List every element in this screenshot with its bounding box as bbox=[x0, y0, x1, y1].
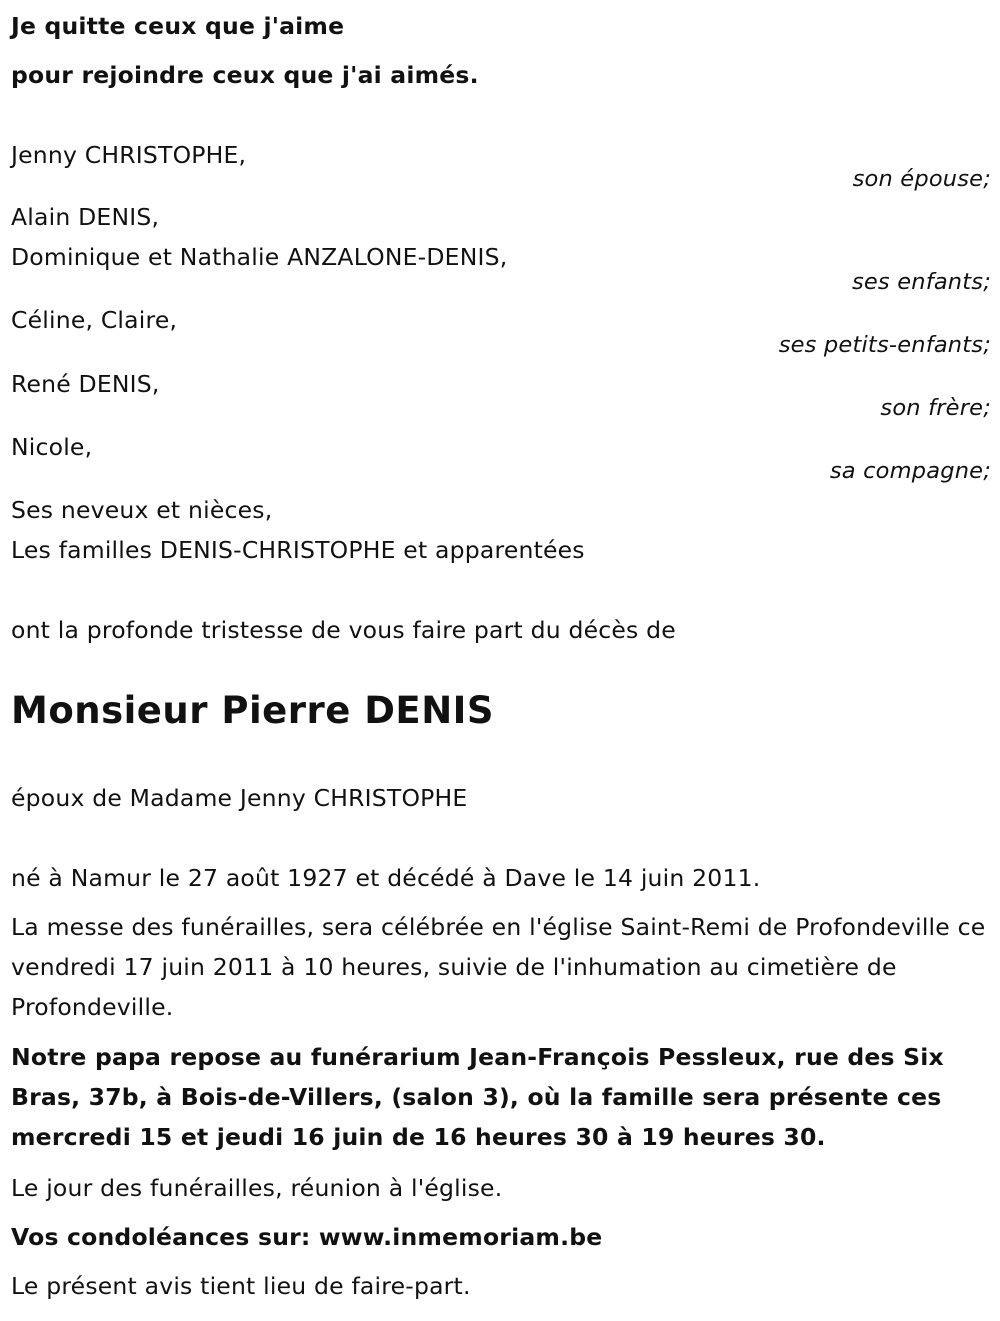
family-role: ses petits-enfants; bbox=[778, 332, 991, 358]
condolences: Vos condoléances sur: www.inmemoriam.be bbox=[11, 1223, 603, 1251]
spouse-line: époux de Madame Jenny CHRISTOPHE bbox=[11, 784, 468, 812]
others-line-2: Les familles DENIS-CHRISTOPHE et apparentées bbox=[11, 536, 585, 564]
deceased-name: Monsieur Pierre DENIS bbox=[11, 689, 495, 732]
funeral-mass: La messe des funérailles, sera célébrée en l'église Saint-Remi de Profondeville ce vendredi 17 juin 2011 à 10 heures, suivie de l'inhumation au cimetière de Profondeville. bbox=[11, 913, 986, 1021]
family-role: son frère; bbox=[880, 395, 991, 421]
birth-death: né à Namur le 27 août 1927 et décédé à Dave le 14 juin 2011. bbox=[11, 864, 761, 892]
notice-text: Le présent avis tient lieu de faire-part. bbox=[11, 1272, 471, 1300]
family-role: son épouse; bbox=[852, 166, 991, 192]
meeting-info: Le jour des funérailles, réunion à l'église. bbox=[11, 1174, 503, 1202]
family-name: Nicole, bbox=[11, 433, 93, 461]
family-name: Jenny CHRISTOPHE, bbox=[11, 141, 247, 169]
family-name: Alain DENIS, bbox=[11, 203, 160, 231]
epigraph-line-2: pour rejoindre ceux que j'ai aimés. bbox=[11, 61, 479, 89]
funerarium-info: Notre papa repose au funérarium Jean-François Pessleux, rue des Six Bras, 37b, à Bois-de-Villers, (salon 3), où la famille sera présente ces mercredi 15 et jeudi 16 juin de 16 heures 30 à 19 heures 30. bbox=[11, 1043, 944, 1151]
family-name: Dominique et Nathalie ANZALONE-DENIS, bbox=[11, 243, 508, 271]
others-line-1: Ses neveux et nièces, bbox=[11, 496, 273, 524]
family-name: Céline, Claire, bbox=[11, 306, 178, 334]
family-role: ses enfants; bbox=[851, 269, 991, 295]
family-role: sa compagne; bbox=[829, 458, 991, 484]
epigraph-line-1: Je quitte ceux que j'aime bbox=[11, 12, 345, 40]
announcement: ont la profonde tristesse de vous faire part du décès de bbox=[11, 616, 676, 644]
family-name: René DENIS, bbox=[11, 370, 160, 398]
